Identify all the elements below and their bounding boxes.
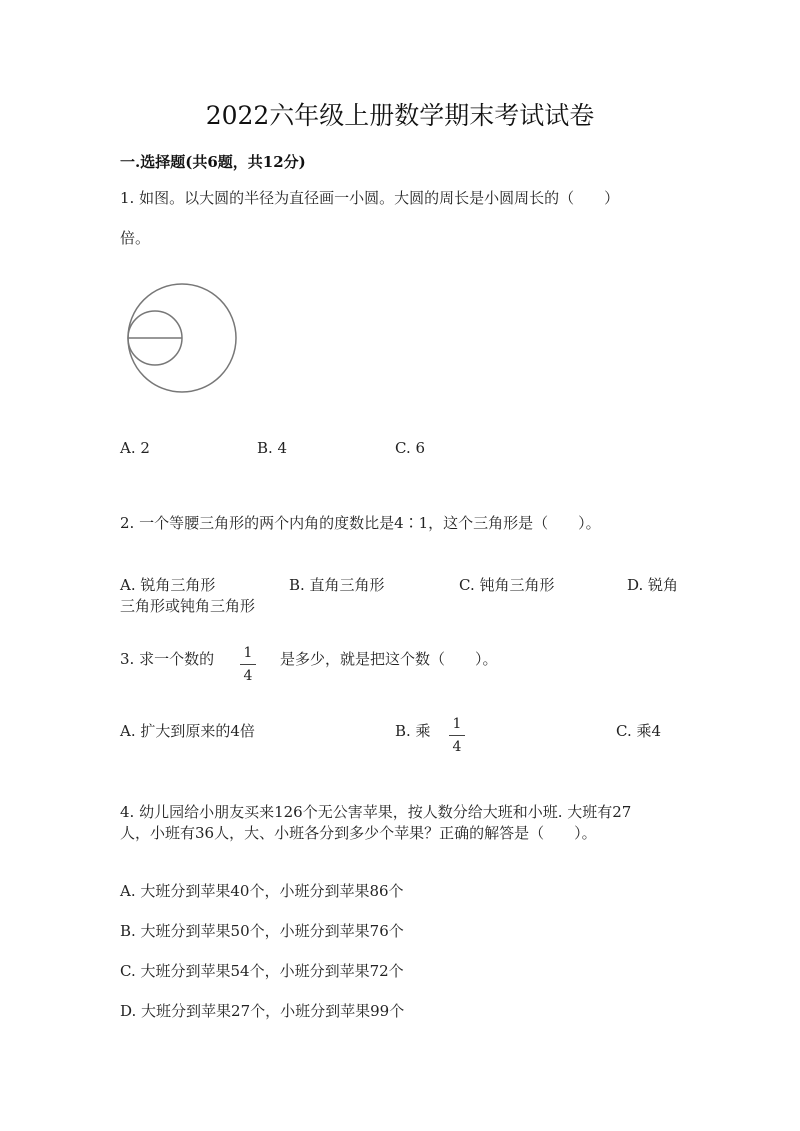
q1-option-b: B. 4 (257, 439, 288, 457)
q3-fraction (237, 644, 259, 685)
q3-option-b-fraction (446, 715, 468, 756)
q3-option-c: C. 乘4 (616, 722, 662, 740)
q4-stem-line1: 4. 幼儿园给小朋友买来126个无公害苹果，按人数分给大班和小班. 大班有27 (120, 803, 632, 821)
q1-option-c: C. 6 (395, 439, 426, 457)
q2-option-d: D. 锐角 (627, 576, 679, 594)
q1-stem-line1: 1. 如图。以大圆的半径为直径画一小圆。大圆的周长是小圆周长的（ ） (120, 189, 620, 207)
fraction-bar (449, 735, 465, 736)
q2-option-a: A. 锐角三角形 (120, 576, 216, 594)
q3-option-b: B. 乘 (395, 722, 431, 740)
fraction-bar (240, 664, 256, 665)
q4-stem-line2: 人，小班有36人，大、小班各分到多少个苹果？正确的解答是（ ）。 (120, 824, 597, 842)
q3-option-b-numerator: 1 (452, 716, 462, 732)
q4-option-d: D. 大班分到苹果27个，小班分到苹果99个 (120, 1002, 405, 1020)
q3-fraction-numerator: 1 (243, 645, 253, 661)
section-heading: 一.选择题(共6题，共12分) (120, 153, 306, 171)
document-title: 2022六年级上册数学期末考试试卷 (205, 101, 595, 130)
q4-option-a: A. 大班分到苹果40个，小班分到苹果86个 (120, 882, 404, 900)
q3-stem-after: 是多少，就是把这个数（ ）。 (280, 650, 498, 668)
q2-stem: 2. 一个等腰三角形的两个内角的度数比是4∶1，这个三角形是（ ）。 (120, 514, 601, 532)
q3-stem-before: 3. 求一个数的 (120, 650, 215, 668)
q2-option-b: B. 直角三角形 (289, 576, 385, 594)
q2-option-d-continued: 三角形或钝角三角形 (120, 597, 256, 615)
q3-fraction-denominator: 4 (243, 668, 253, 684)
q4-option-b: B. 大班分到苹果50个，小班分到苹果76个 (120, 922, 404, 940)
q1-option-a: A. 2 (120, 439, 150, 457)
q4-option-c: C. 大班分到苹果54个，小班分到苹果72个 (120, 962, 404, 980)
q3-option-a: A. 扩大到原来的4倍 (120, 722, 255, 740)
q2-option-c: C. 钝角三角形 (459, 576, 555, 594)
q1-stem-line2: 倍。 (120, 229, 151, 247)
circle-in-circle-figure (122, 282, 240, 394)
q3-option-b-denominator: 4 (452, 739, 462, 755)
